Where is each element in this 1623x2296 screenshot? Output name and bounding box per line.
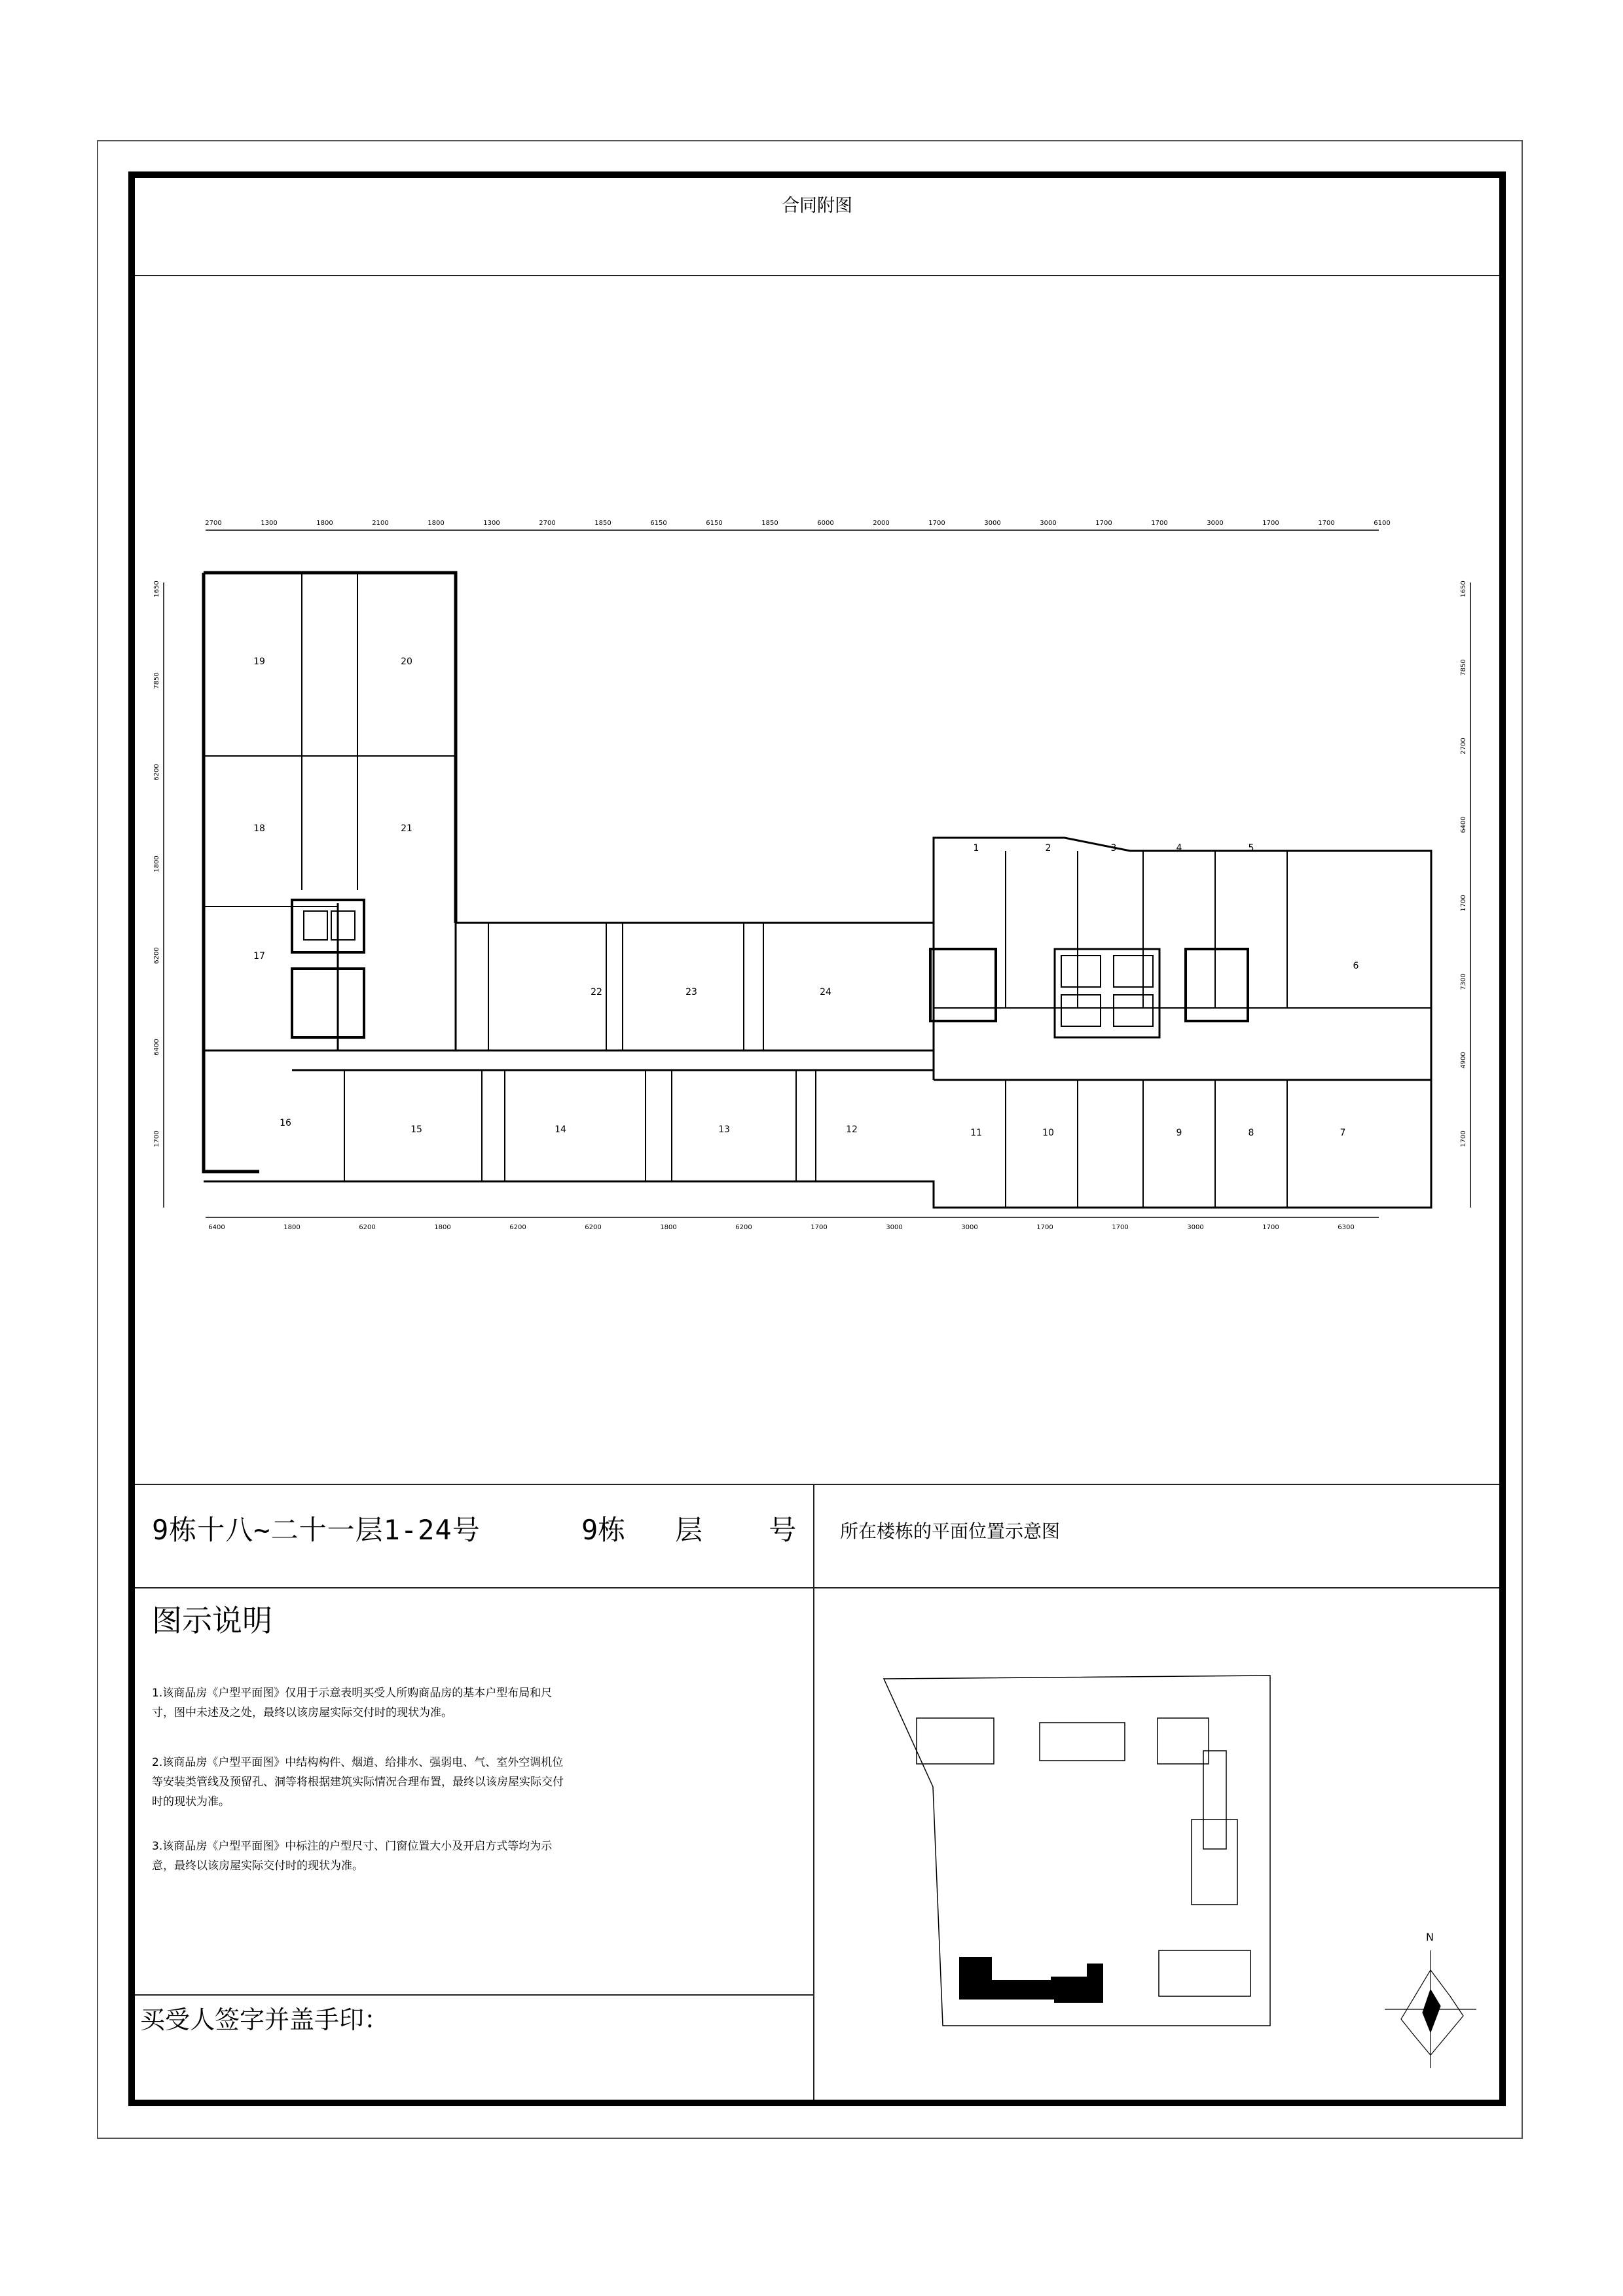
dimension-label-left: 1700 bbox=[153, 1130, 160, 1147]
unit-number-label: 5 bbox=[1248, 843, 1254, 853]
dimension-label-top: 2700 bbox=[539, 520, 556, 527]
dimension-label-right: 1650 bbox=[1460, 581, 1467, 598]
dimension-label-right: 7300 bbox=[1460, 973, 1467, 990]
dimension-label-top: 6150 bbox=[706, 520, 723, 527]
unit-number-label: 20 bbox=[401, 656, 412, 667]
dimension-label-top: 1700 bbox=[928, 520, 945, 527]
dimension-label-left: 1650 bbox=[153, 581, 160, 598]
dimension-label-bottom: 6300 bbox=[1338, 1224, 1355, 1231]
dimension-label-top: 2700 bbox=[205, 520, 222, 527]
unit-number-label: 23 bbox=[685, 987, 697, 997]
dimension-label-bottom: 6200 bbox=[359, 1224, 376, 1231]
dimension-label-top: 2000 bbox=[873, 520, 890, 527]
dimension-label-right: 4900 bbox=[1460, 1052, 1467, 1069]
dimension-label-left: 6400 bbox=[153, 1039, 160, 1056]
dimension-label-left: 7850 bbox=[153, 672, 160, 689]
unit-number-label: 19 bbox=[253, 656, 265, 667]
dimension-label-top: 1850 bbox=[594, 520, 611, 527]
dimension-label-bottom: 1700 bbox=[811, 1224, 828, 1231]
unit-title: 9栋十八~二十一层1-24号 bbox=[152, 1514, 481, 1546]
info-top-divider bbox=[135, 1484, 1499, 1485]
info-row-divider bbox=[135, 1587, 1499, 1588]
dimension-label-top: 1700 bbox=[1095, 520, 1112, 527]
dimension-label-top: 1700 bbox=[1262, 520, 1279, 527]
dimension-label-top: 6000 bbox=[817, 520, 834, 527]
unit-number-label: 7 bbox=[1340, 1128, 1346, 1138]
unit-number-label: 21 bbox=[401, 823, 412, 834]
unit-number-label: 9 bbox=[1176, 1128, 1182, 1138]
dimension-label-top: 1800 bbox=[428, 520, 445, 527]
dimension-label-top: 1300 bbox=[483, 520, 500, 527]
dimension-label-bottom: 1800 bbox=[283, 1224, 301, 1231]
unit-number-label: 2 bbox=[1045, 843, 1051, 853]
sign-divider bbox=[135, 1994, 813, 1996]
building-floor-number-label: 9栋 层 号 bbox=[581, 1514, 797, 1546]
dimension-label-top: 3000 bbox=[984, 520, 1001, 527]
info-column-divider bbox=[813, 1484, 814, 2100]
dimension-label-left: 1800 bbox=[153, 855, 160, 872]
dimension-label-top: 1800 bbox=[316, 520, 333, 527]
note-2: 2.该商品房《户型平面图》中结构构件、烟道、给排水、强弱电、气、室外空调机位等安装类管线及预留孔、洞等将根据建筑实际情况合理布置，最终以该房屋实际交付时的现状为准。 bbox=[152, 1756, 564, 1808]
dimension-label-bottom: 6400 bbox=[208, 1224, 225, 1231]
dimension-label-right: 1700 bbox=[1460, 1130, 1467, 1147]
dimension-label-top: 3000 bbox=[1207, 520, 1224, 527]
unit-number-label: 10 bbox=[1042, 1128, 1054, 1138]
dimension-label-bottom: 6200 bbox=[735, 1224, 752, 1231]
dimension-label-right: 7850 bbox=[1460, 659, 1467, 676]
dimension-label-top: 1300 bbox=[261, 520, 278, 527]
site-plan-sketch bbox=[818, 1594, 1499, 2091]
dimension-label-bottom: 1700 bbox=[1112, 1224, 1129, 1231]
site-plan-caption: 所在楼栋的平面位置示意图 bbox=[840, 1520, 1061, 1542]
highlighted-building-9 bbox=[959, 1957, 1103, 2003]
header-divider bbox=[135, 275, 1499, 276]
unit-number-label: 13 bbox=[718, 1124, 730, 1135]
unit-number-label: 17 bbox=[253, 951, 265, 961]
unit-number-label: 22 bbox=[591, 987, 602, 997]
dimension-label-top: 6100 bbox=[1374, 520, 1391, 527]
floor-plan bbox=[135, 497, 1499, 1250]
dimension-label-right: 6400 bbox=[1460, 816, 1467, 833]
unit-number-label: 6 bbox=[1353, 961, 1359, 971]
dimension-label-top: 2100 bbox=[372, 520, 389, 527]
dimension-label-bottom: 1700 bbox=[1262, 1224, 1279, 1231]
unit-number-label: 4 bbox=[1176, 843, 1182, 853]
unit-number-label: 11 bbox=[970, 1128, 982, 1138]
unit-number-label: 24 bbox=[820, 987, 831, 997]
note-1: 1.该商品房《户型平面图》仅用于示意表明买受人所购商品房的基本户型布局和尺寸，图中未述及之处，最终以该房屋实际交付时的现状为准。 bbox=[152, 1687, 553, 1719]
dimension-label-right: 2700 bbox=[1460, 738, 1467, 755]
legend-title: 图示说明 bbox=[152, 1603, 272, 1638]
unit-number-label: 3 bbox=[1110, 843, 1117, 853]
buyer-signature-label: 买受人签字并盖手印： bbox=[140, 2005, 390, 2034]
dimension-label-left: 6200 bbox=[153, 947, 160, 964]
dimension-label-bottom: 1800 bbox=[660, 1224, 677, 1231]
unit-number-label: 15 bbox=[410, 1124, 422, 1135]
header-title: 合同附图 bbox=[782, 196, 852, 216]
dimension-label-top: 6150 bbox=[650, 520, 667, 527]
unit-number-label: 8 bbox=[1248, 1128, 1254, 1138]
unit-number-label: 12 bbox=[846, 1124, 858, 1135]
dimension-label-bottom: 1700 bbox=[1036, 1224, 1053, 1231]
dimension-label-top: 1700 bbox=[1151, 520, 1168, 527]
unit-number-label: 16 bbox=[280, 1118, 291, 1128]
dimension-label-bottom: 3000 bbox=[886, 1224, 903, 1231]
dimension-label-bottom: 6200 bbox=[509, 1224, 526, 1231]
dimension-label-bottom: 1800 bbox=[434, 1224, 451, 1231]
unit-number-label: 1 bbox=[973, 843, 979, 853]
north-label: N bbox=[1426, 1931, 1434, 1943]
dimension-label-top: 1700 bbox=[1318, 520, 1335, 527]
dimension-label-left: 6200 bbox=[153, 764, 160, 781]
north-arrow-icon bbox=[1385, 1950, 1476, 2068]
dimension-label-top: 1850 bbox=[761, 520, 778, 527]
dimension-label-bottom: 3000 bbox=[1187, 1224, 1204, 1231]
unit-number-label: 14 bbox=[555, 1124, 566, 1135]
dimension-label-right: 1700 bbox=[1460, 895, 1467, 912]
unit-number-label: 18 bbox=[253, 823, 265, 834]
dimension-label-bottom: 6200 bbox=[585, 1224, 602, 1231]
dimension-label-top: 3000 bbox=[1040, 520, 1057, 527]
dimension-label-bottom: 3000 bbox=[961, 1224, 978, 1231]
note-3: 3.该商品房《户型平面图》中标注的户型尺寸、门窗位置大小及开启方式等均为示意，最终以该房屋实际交付时的现状为准。 bbox=[152, 1840, 553, 1873]
